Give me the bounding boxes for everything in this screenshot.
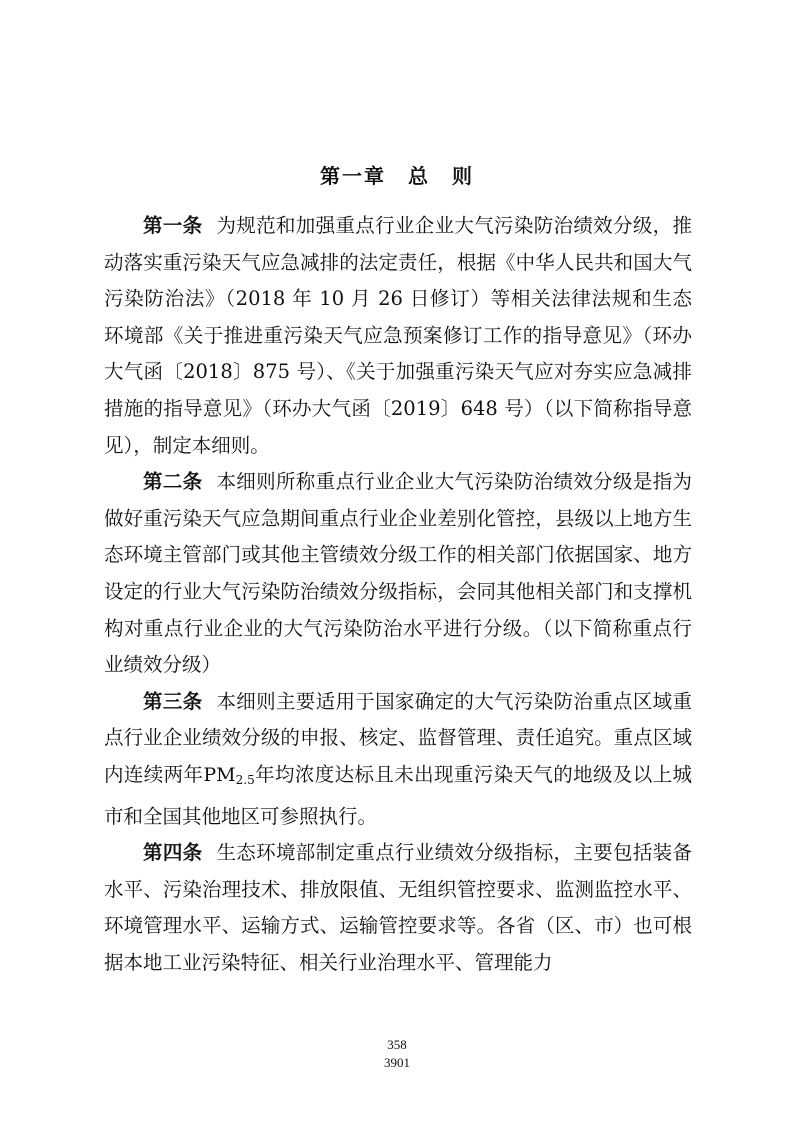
article-label: 第三条: [143, 689, 203, 713]
article-1: [104, 208, 692, 464]
article-text: 生态环境部制定重点行业绩效分级指标，主要包括装备水平、污染治理技术、排放限值、无组织管控要求、监测监控水平、环境管理水平、运输方式、运输管控要求等。各省（区、市）也可根据本地工业污染特征、相关行业治理水平、管理能力: [104, 841, 692, 974]
article-label: 第一条: [143, 214, 203, 237]
article-text-cont: 年均浓度达标且未出现重污染天气的地级及以上城市和全国其他地区可参照执行。: [104, 762, 692, 828]
article-text: 本细则所称重点行业企业大气污染防治绩效分级是指为做好重污染天气应急期间重点行业企业差别化管控，县级以上地方生态环境主管部门或其他主管绩效分级工作的相关部门依据国家、地方设定的行业大气污染防治绩效分级指标，会同其他相关部门和支撑机构对重点行业企业的大气污染防治水平进行分级。（以下简称重点行业绩效分级）: [104, 470, 692, 677]
article-text: 本细则主要适用于国家确定的大气污染防治重点区域重点行业企业绩效分级的申报、核定、监督管理、责任追究。重点区域内连续两年: [104, 689, 692, 786]
article-label: 第四条: [143, 841, 203, 865]
article-2: [104, 464, 692, 684]
article-text: 为规范和加强重点行业企业大气污染防治绩效分级，推动落实重污染天气应急减排的法定责任，根据《中华人民共和国大气污染防治法》（2018 年 10 月 26 日修订）等相关法律法规和生态环境部《关于推进重污染天气应急预案修订工作的指导意见》（环办大气函〔2018〕875 号）、《关于加强重污染天气应对夯实应急减排措施的指导意见》（环办大气函〔2019〕648 号）（以下简称指导意见），制定本细则。: [104, 214, 692, 457]
page-total: 3901: [384, 1055, 410, 1070]
article-label: 第二条: [143, 470, 203, 494]
article-4: [104, 835, 692, 981]
article-3: [104, 684, 692, 835]
page-number: 358: [387, 1037, 407, 1052]
body-text: [104, 208, 692, 981]
pm-subscript: 2.5: [235, 772, 255, 787]
chapter-title: 第一章 总 则: [320, 164, 474, 188]
pm-main: PM: [203, 763, 236, 786]
